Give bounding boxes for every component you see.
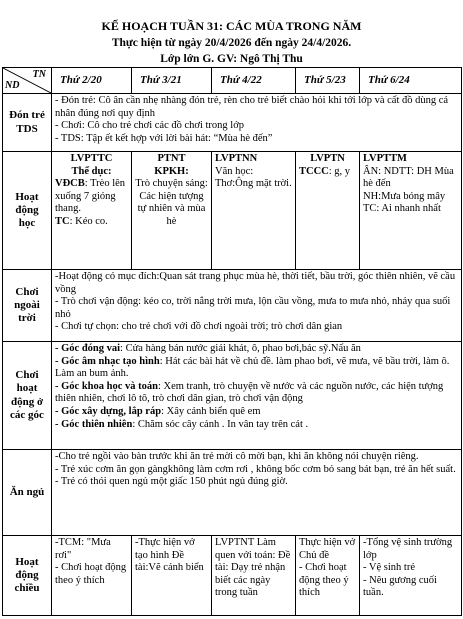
hdh-line: ÂN: NDTT: DH Mùa hè đến — [363, 165, 454, 190]
hdc-line: - Chơi hoạt động theo ý thích — [299, 562, 349, 599]
label-choi-ngoai-troi: Chơi ngoài trời — [3, 270, 52, 342]
hdc-thu — [296, 536, 360, 616]
row-hoat-dong-chieu — [3, 536, 462, 616]
hdh-sub: TCCC — [299, 165, 329, 177]
hdc-line: -Thực hiện vở tạo hình Đề tài:Vẽ cảnh biển — [135, 537, 204, 574]
hdh-fri — [360, 152, 462, 270]
goc-item — [55, 381, 458, 406]
hdh-sub2: VĐCB — [55, 178, 85, 190]
label-don-tre: Đón trẻ TDS — [3, 94, 52, 152]
goc-name: - Góc khoa học và toán — [55, 380, 158, 392]
hdh-tue — [132, 152, 212, 270]
hdh-text: : g, y — [328, 165, 351, 177]
hdh-title: LVPTN — [310, 153, 345, 164]
content-choi-ngoai-troi — [52, 270, 462, 342]
goc-item — [55, 419, 458, 432]
goc-text: : Cửa hàng bán nước giải khát, ô, phao bơi,bác sỹ.Nấu ăn — [120, 343, 361, 354]
goc-item — [55, 343, 458, 356]
hdh-line: TC: Ai nhanh nhất — [363, 203, 441, 215]
goc-name: - Góc xây dựng, lắp ráp — [55, 405, 162, 417]
goc-item — [55, 356, 458, 381]
don-tre-line: - Chơi: Cô cho trẻ chơi các đồ chơi trong lớp — [55, 120, 244, 132]
row-don-tre — [3, 94, 462, 152]
label-hoat-dong-chieu: Hoạt động chiều — [3, 536, 52, 616]
hdc-mon — [52, 536, 132, 616]
hdh-text: : Trèo lên xuống 7 gióng thang. — [55, 178, 126, 215]
goc-text: : Xem tranh, trò chuyện về nước và các nguồn nước, các hiện tượng thiên nhiên, chơi lô tô, trò chơi dân gian, trò chơi vận động — [55, 380, 444, 405]
day-mon: Thứ 2/20 — [52, 68, 132, 94]
class-teacher: Lớp lớn G. GV: Ngô Thị Thu — [160, 53, 303, 65]
don-tre-line: - TDS: Tập ết kết hợp với lời bài hát: “Mùa hè đến” — [55, 132, 273, 144]
hdh-text: Trò chuyện sáng: Các hiện tượng tự nhiên và mùa hè — [135, 178, 208, 227]
hdh-thu — [296, 152, 360, 270]
label-an-ngu: Ăn ngủ — [3, 450, 52, 536]
row-hoat-dong-hoc — [3, 152, 462, 270]
hdh-line: NH:Mưa bóng mây — [363, 190, 446, 202]
row-choi-ngoai-troi — [3, 270, 462, 342]
goc-name: - Góc đóng vai — [55, 343, 121, 354]
hdc-line: - Nêu gương cuối tuần. — [363, 574, 437, 599]
an-ngu-line: - Trẻ có thói quen ngủ một giấc 150 phút ngủ đúng giờ. — [55, 476, 288, 488]
day-wed: Thứ 4/22 — [212, 68, 296, 94]
hdc-line: LVPTNT Làm quen với toán: Đề tài: Dạy trẻ nhận biết các ngày trong tuần — [215, 537, 291, 599]
cnt-line: -Hoạt động có mục đích:Quan sát trang phục mùa hè, thời tiết, bầu trời, góc thiên nhiên, vẽ cầu vồng — [55, 271, 456, 295]
hdc-line: -TCM: "Mưa rơi" — [55, 537, 111, 561]
weekly-plan-table — [2, 67, 462, 616]
cnt-line: - Trò chơi vận động: kéo co, trời nắng trời mưa, lộn cầu vồng, mưa to mưa nhỏ, nhảy qua suối nhỏ — [55, 296, 451, 320]
hdc-tue — [132, 536, 212, 616]
corner-cell — [3, 68, 52, 94]
content-an-ngu — [52, 450, 462, 536]
date-range: Thực hiện từ ngày 20/4/2026 đến ngày 24/4/2026. — [111, 37, 352, 49]
goc-item — [55, 406, 458, 419]
day-header-row — [3, 68, 462, 94]
goc-text: : Hát các bài hát về chủ đề. làm phao bơi, vẽ mưa, vẽ bầu trời, làm ô. Làm an bum ảnh. — [55, 355, 450, 380]
row-an-ngu — [3, 450, 462, 536]
hdh-title: LVPTNN — [215, 153, 258, 164]
hdh-title: PTNT — [157, 153, 186, 164]
hdh-sub: KPKH: — [154, 165, 189, 177]
hdc-wed — [212, 536, 296, 616]
row-choi-goc — [3, 342, 462, 450]
hdh-wed — [212, 152, 296, 270]
goc-text: : Chăm sóc cây cảnh . In vân tay trên cát . — [132, 418, 309, 430]
label-choi-goc: Chơi hoạt động ở các góc — [3, 342, 52, 450]
hdh-text2: : Kéo co. — [69, 215, 108, 227]
content-choi-goc — [52, 342, 462, 450]
goc-name: - Góc âm nhạc tạo hình — [55, 355, 160, 367]
hdc-line: Thực hiện vở Chủ đề — [299, 537, 356, 561]
day-thu: Thứ 5/23 — [296, 68, 360, 94]
hdh-text: Văn học: Thơ:Ông mặt trời. — [215, 165, 292, 190]
hdh-title: LVPTTM — [363, 153, 407, 164]
goc-text: : Xây cảnh biển quê em — [161, 405, 261, 417]
nd-label: ND — [5, 80, 20, 91]
hdh-title: LVPTTC — [70, 153, 113, 164]
tn-label: TN — [32, 69, 46, 80]
hdh-sub: Thể dục: — [71, 165, 112, 177]
page-title: KẾ HOẠCH TUẦN 31: CÁC MÙA TRONG NĂM — [101, 19, 362, 33]
hdc-line: - Vệ sinh trẻ — [363, 562, 416, 574]
hdh-mon — [52, 152, 132, 270]
don-tre-line: - Đón trẻ: Cô ân cần nhẹ nhàng đón trẻ, rèn cho trẻ biết chào hỏi khi tới lớp và cất đồ dùng cá nhân đúng nơi quy định — [55, 95, 449, 119]
hdc-fri — [360, 536, 462, 616]
hdc-line: - Chơi hoạt động theo ý thích — [55, 562, 127, 586]
day-tue: Thứ 3/21 — [132, 68, 212, 94]
goc-name: - Góc thiên nhiên — [55, 418, 133, 430]
an-ngu-line: - Trẻ xúc cơm ăn gọn gàngkhông làm cơm rơi , không bốc cơm bỏ sang bát bạn, trẻ ăn hết suất. — [55, 463, 456, 475]
label-hoat-dong-hoc: Hoạt động học — [3, 152, 52, 270]
content-don-tre — [52, 94, 462, 152]
hdh-sub3: TC — [55, 215, 70, 227]
hdc-line: -Tổng vệ sinh trường lớp — [363, 537, 453, 561]
an-ngu-line: -Cho trẻ ngồi vào bàn trước khi ăn trẻ mời cô mời bạn, khi ăn không nói chuyện riêng. — [55, 451, 419, 462]
cnt-line: - Chơi tự chọn: cho trẻ chơi với đồ chơi ngoài trời; trò chơi dân gian — [55, 321, 343, 333]
day-fri: Thứ 6/24 — [360, 68, 462, 94]
